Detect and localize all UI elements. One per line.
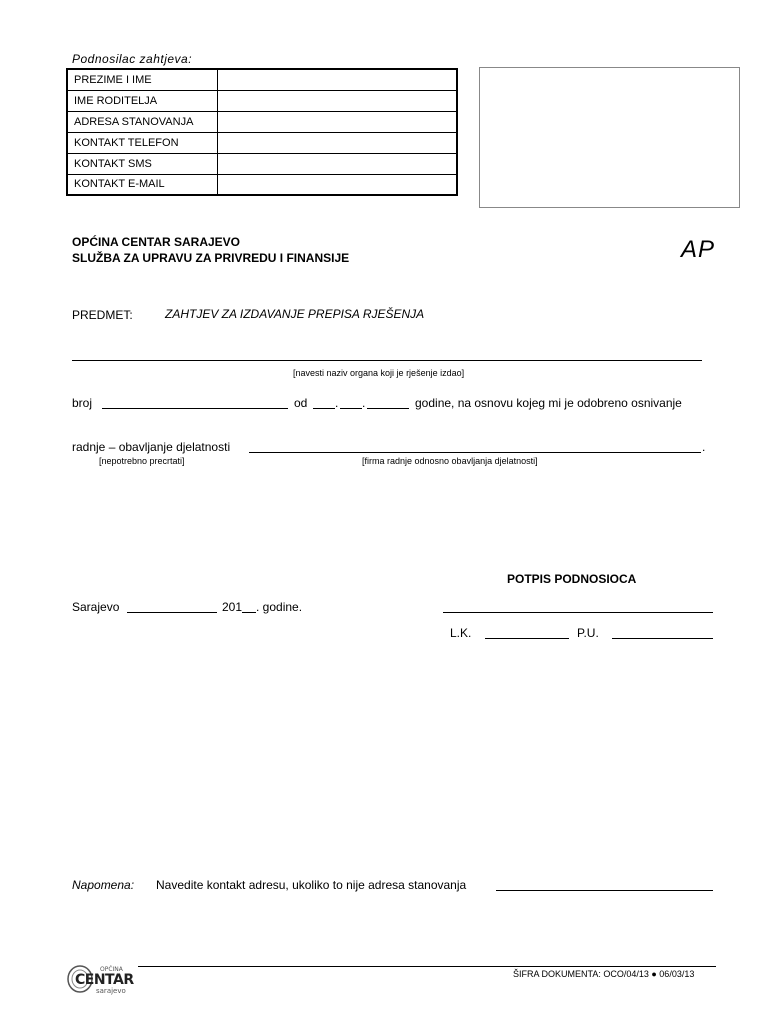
table-row: [67, 90, 457, 111]
row-label: KONTAKT E-MAIL: [67, 174, 217, 195]
row-label: KONTAKT TELEFON: [67, 132, 217, 153]
organization-header: [72, 234, 349, 266]
signature-title: POTPIS PODNOSIOCA: [507, 572, 637, 586]
row-label: ADRESA STANOVANJA: [67, 111, 217, 132]
year-prefix: 201: [222, 600, 243, 614]
address-field[interactable]: [217, 111, 457, 132]
row-label: PREZIME I IME: [67, 69, 217, 90]
subject-value: ZAHTJEV ZA IZDAVANJE PREPISA RJEŠENJA: [165, 307, 425, 321]
logo-top-text: OPĆINA: [100, 966, 123, 973]
table-row: [67, 153, 457, 174]
organ-hint: [navesti naziv organa koji je rješenje izdao]: [293, 368, 465, 378]
od-label: od: [294, 396, 308, 410]
lk-field[interactable]: [485, 638, 569, 639]
phone-field[interactable]: [217, 132, 457, 153]
hint-precrtati: [nepotrebno precrtati]: [99, 456, 185, 466]
row-label: IME RODITELJA: [67, 90, 217, 111]
email-field[interactable]: [217, 174, 457, 195]
broj-field[interactable]: [102, 408, 288, 409]
applicant-table: [66, 68, 458, 196]
table-row: [67, 69, 457, 90]
stamp-box: [479, 67, 740, 208]
contact-address-field[interactable]: [496, 890, 713, 891]
signature-line[interactable]: [443, 612, 713, 613]
date-month-field[interactable]: [340, 408, 362, 409]
logo-bottom-text: sarajevo: [96, 987, 126, 995]
date-field[interactable]: [127, 612, 217, 613]
parent-name-field[interactable]: [217, 90, 457, 111]
note-label: Napomena:: [72, 878, 135, 892]
date-dot: .: [362, 396, 366, 410]
table-row: [67, 174, 457, 195]
lk-label: L.K.: [450, 626, 472, 640]
form-code: AP: [681, 236, 716, 263]
row-label: KONTAKT SMS: [67, 153, 217, 174]
broj-label: broj: [72, 396, 93, 410]
sms-field[interactable]: [217, 153, 457, 174]
footer-divider: [138, 966, 716, 967]
table-row: [67, 132, 457, 153]
subject-label: PREDMET:: [72, 308, 133, 322]
place-label: Sarajevo: [72, 600, 120, 614]
date-year-field[interactable]: [367, 408, 409, 409]
municipality-logo: [66, 963, 136, 995]
table-row: [67, 111, 457, 132]
full-name-field[interactable]: [217, 69, 457, 90]
document-code: ŠIFRA DOKUMENTA: OCO/04/13 ● 06/03/13: [513, 969, 695, 979]
organ-name-line[interactable]: [72, 360, 702, 361]
note-text: Navedite kontakt adresu, ukoliko to nije adresa stanovanja: [156, 878, 467, 892]
organization-name: OPĆINA CENTAR SARAJEVO: [72, 235, 241, 249]
radnje-text: radnje – obavljanje djelatnosti: [72, 440, 231, 454]
year-field[interactable]: [242, 612, 256, 613]
department-name: SLUŽBA ZA UPRAVU ZA PRIVREDU I FINANSIJE: [72, 251, 350, 265]
godine-text: godine, na osnovu kojeg mi je odobreno osnivanje: [415, 396, 682, 410]
year-suffix: . godine.: [256, 600, 303, 614]
date-day-field[interactable]: [313, 408, 335, 409]
pu-field[interactable]: [612, 638, 713, 639]
applicant-caption: Podnosilac zahtjeva:: [72, 52, 193, 66]
date-dot: .: [335, 396, 339, 410]
period: .: [702, 440, 706, 454]
pu-label: P.U.: [577, 626, 599, 640]
logo-main-text: CENTAR: [75, 972, 134, 988]
hint-firma: [firma radnje odnosno obavljanja djelatnosti]: [362, 456, 538, 466]
firma-field[interactable]: [249, 452, 701, 453]
